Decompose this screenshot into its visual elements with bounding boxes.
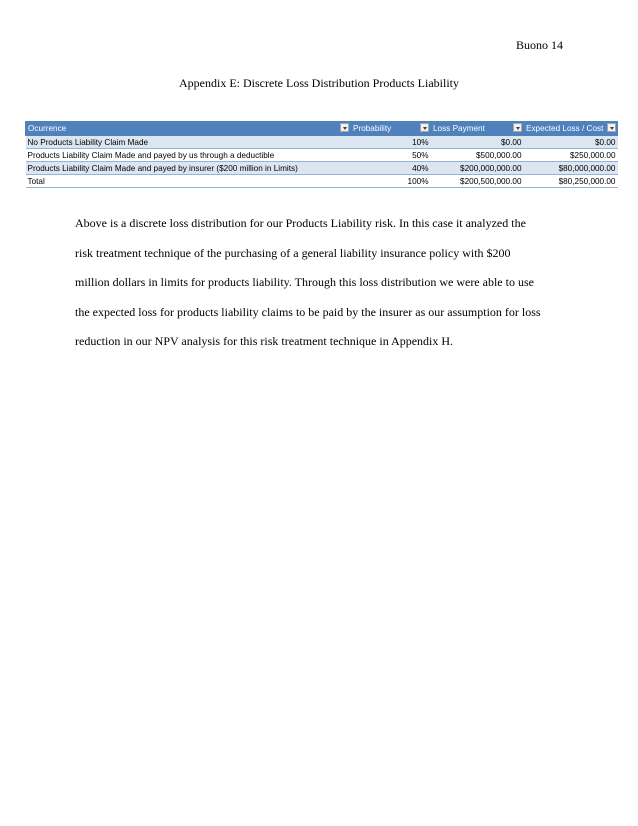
cell-occurrence: No Products Liability Claim Made <box>26 136 351 149</box>
column-header-label: Ocurrence <box>28 124 67 133</box>
cell-loss-payment: $0.00 <box>431 136 524 149</box>
cell-expected-loss: $250,000.00 <box>524 149 618 162</box>
column-header-loss-payment[interactable] <box>431 122 524 136</box>
paragraph-line: Above is a discrete loss distribution for our Products Liability risk. In this case it analyzed the <box>75 216 526 230</box>
column-header-label: Loss Payment <box>433 124 485 133</box>
cell-occurrence: Total <box>26 175 351 188</box>
cell-probability: 10% <box>351 136 431 149</box>
column-header-expected-loss[interactable] <box>524 122 618 136</box>
table-row <box>26 162 618 175</box>
filter-dropdown-icon[interactable] <box>607 123 616 132</box>
column-header-probability[interactable] <box>351 122 431 136</box>
cell-expected-loss: $80,000,000.00 <box>524 162 618 175</box>
table-row <box>26 149 618 162</box>
cell-probability: 50% <box>351 149 431 162</box>
column-header-label: Expected Loss / Cost <box>526 124 604 133</box>
table-header-row <box>26 122 618 136</box>
paragraph-line: the expected loss for products liability claims to be paid by the insurer as our assumption for loss <box>75 304 541 319</box>
cell-occurrence: Products Liability Claim Made and payed by us through a deductible <box>26 149 351 162</box>
body-paragraph <box>75 209 565 357</box>
cell-loss-payment: $200,000,000.00 <box>431 162 524 175</box>
table-row <box>26 136 618 149</box>
filter-dropdown-icon[interactable] <box>513 123 522 132</box>
paragraph-line: reduction in our NPV analysis for this risk treatment technique in Appendix H. <box>75 334 454 348</box>
paragraph-line: risk treatment technique of the purchasing of a general liability insurance policy with $200 <box>75 245 511 260</box>
table-total-row <box>26 175 618 188</box>
cell-occurrence: Products Liability Claim Made and payed by insurer ($200 million in Limits) <box>26 162 351 175</box>
filter-dropdown-icon[interactable] <box>340 123 349 132</box>
cell-expected-loss: $80,250,000.00 <box>524 175 618 188</box>
cell-probability: 100% <box>351 175 431 188</box>
column-header-label: Probability <box>353 124 392 133</box>
paragraph-line: million dollars in limits for products liability. Through this loss distribution we were able to use <box>75 275 534 289</box>
page-number: Buono 14 <box>515 38 563 52</box>
cell-loss-payment: $200,500,000.00 <box>431 175 524 188</box>
filter-dropdown-icon[interactable] <box>420 123 429 132</box>
appendix-title: Appendix E: Discrete Loss Distribution Products Liability <box>179 76 459 90</box>
cell-loss-payment: $500,000.00 <box>431 149 524 162</box>
loss-distribution-table <box>25 121 618 188</box>
cell-probability: 40% <box>351 162 431 175</box>
cell-expected-loss: $0.00 <box>524 136 618 149</box>
column-header-occurrence[interactable] <box>26 122 351 136</box>
